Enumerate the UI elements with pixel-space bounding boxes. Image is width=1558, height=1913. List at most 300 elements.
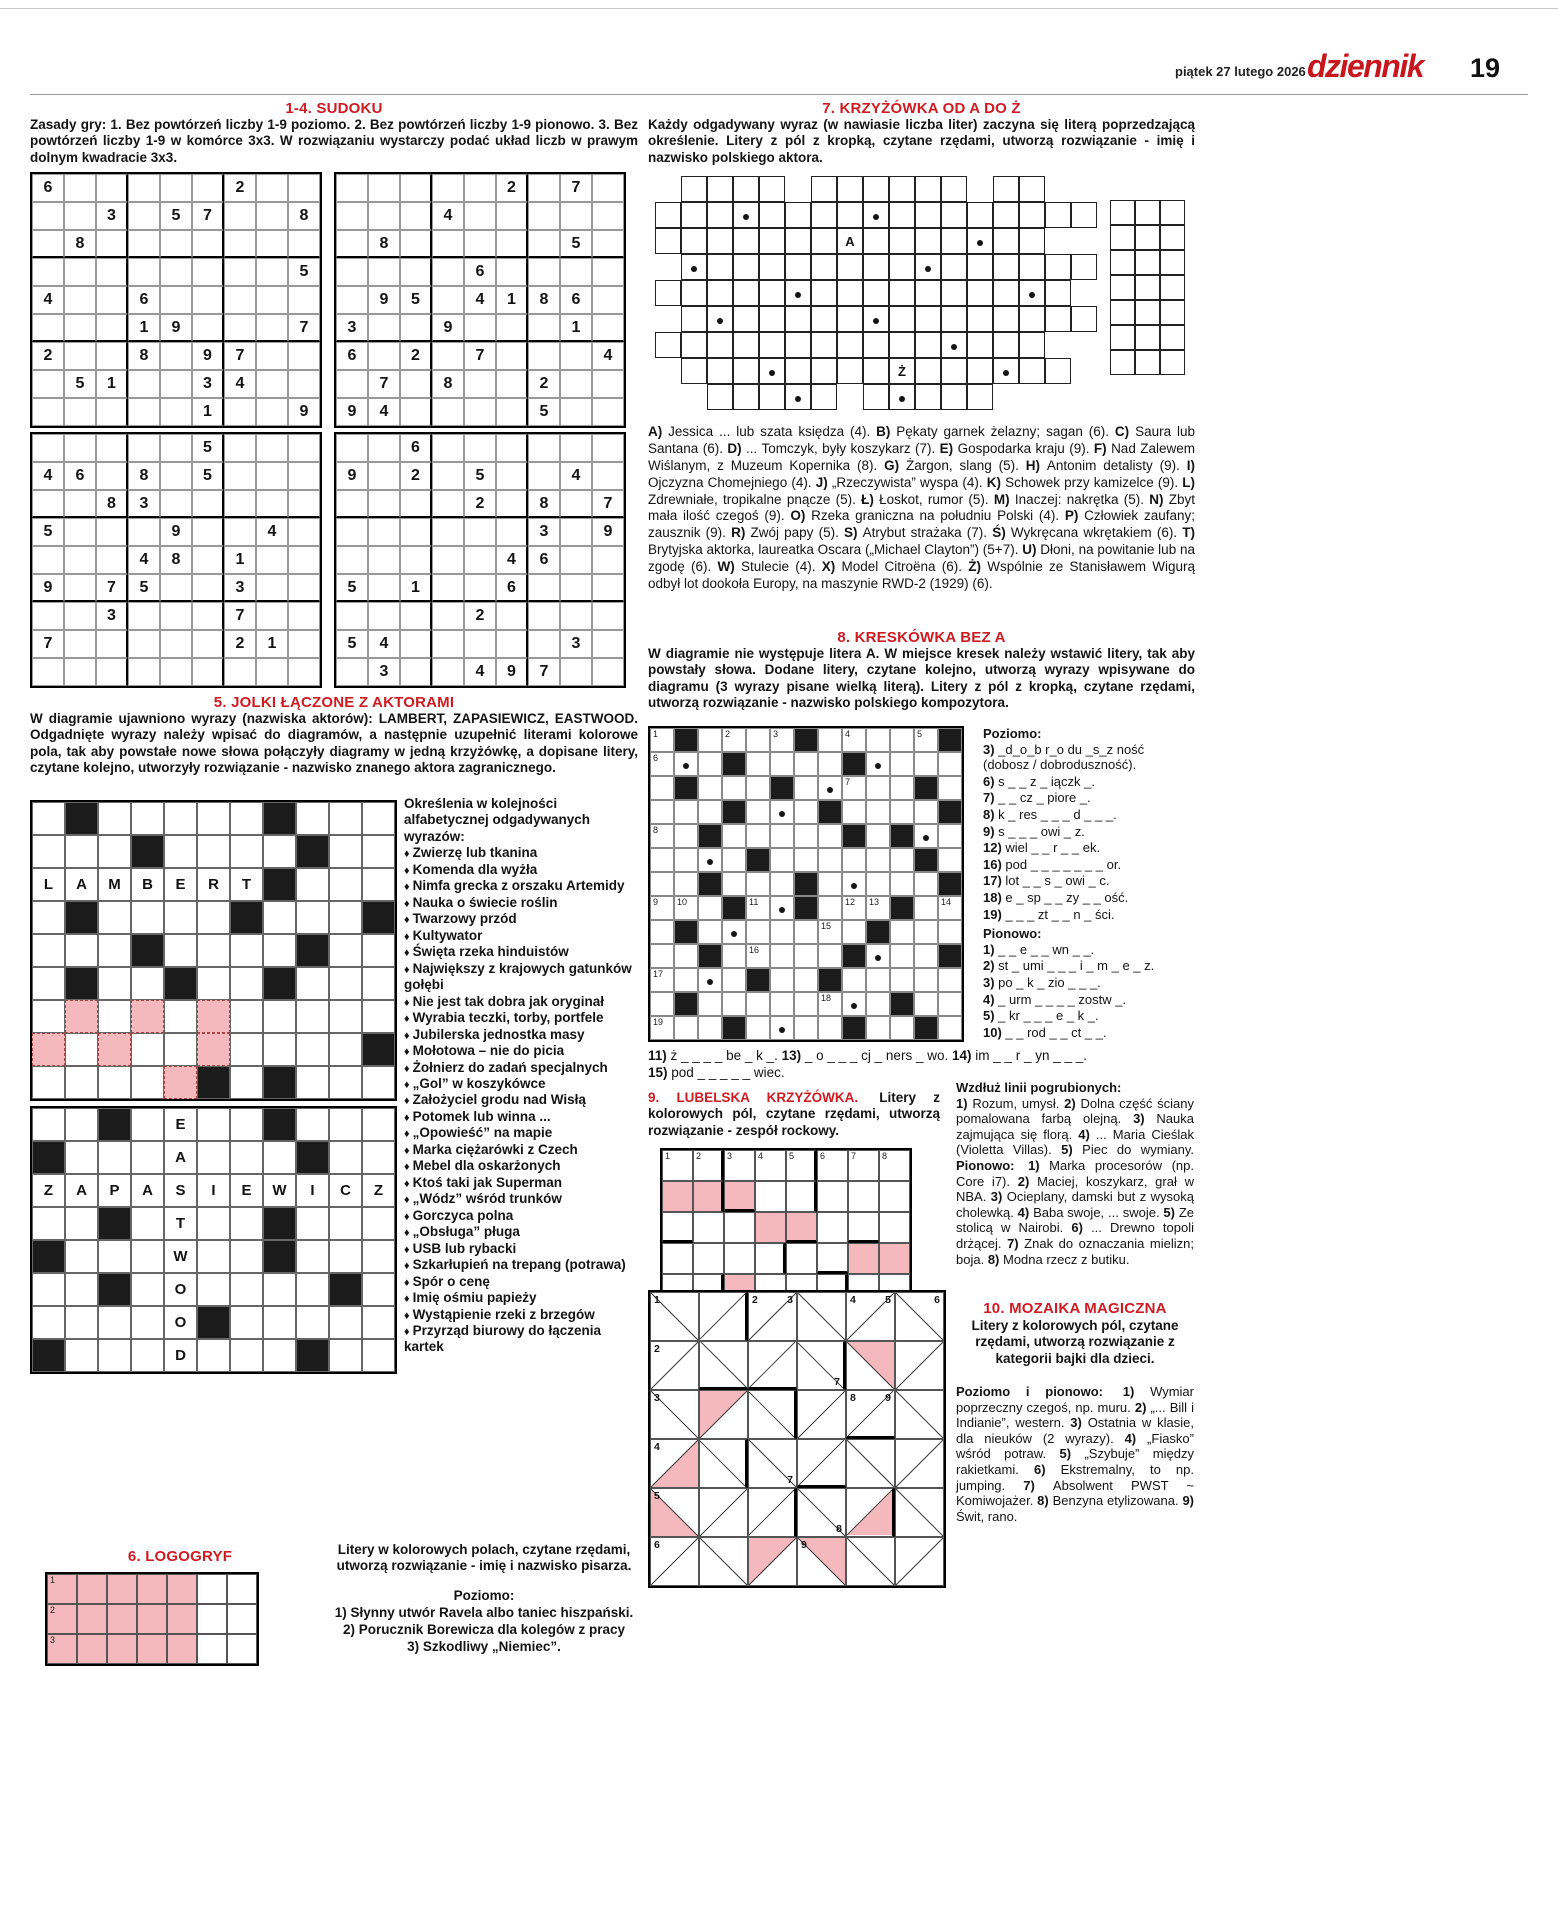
az-cell	[681, 228, 707, 254]
clue-number: N)	[1149, 491, 1169, 507]
jolki-cell	[131, 1207, 164, 1240]
sudoku-cell: 4	[464, 658, 496, 686]
kreskowka-cell	[722, 1016, 746, 1040]
dot-mark	[779, 1027, 785, 1033]
az-cell	[967, 202, 993, 228]
kreskowka-cell	[866, 752, 890, 776]
az-cell	[837, 384, 863, 410]
cell-number: 5	[789, 1151, 795, 1161]
az-cell	[967, 254, 993, 280]
sudoku-cell: 5	[400, 286, 432, 314]
cell-number: 2	[50, 1605, 56, 1615]
sudoku-cell	[160, 658, 192, 686]
az-cell	[811, 332, 837, 358]
jolki-cell	[65, 1108, 98, 1141]
az-cell	[889, 306, 915, 332]
sudoku-cell	[432, 462, 464, 490]
cell-number: 2	[725, 729, 731, 739]
sudoku-cell: 4	[368, 630, 400, 658]
mozaika-cell	[650, 1439, 699, 1488]
kreskowka-cell	[746, 848, 770, 872]
kreskowka-cell	[746, 992, 770, 1016]
az-cell	[915, 280, 941, 306]
mozaika-cell-graphic	[847, 1538, 894, 1585]
sudoku-cell	[528, 462, 560, 490]
jolki-cell	[329, 1273, 362, 1306]
sudoku-cell: 2	[224, 174, 256, 202]
kreskowka-cell	[914, 848, 938, 872]
jolki-cell	[98, 1240, 131, 1273]
clue-text: Rzeka graniczna na południu Polski (4).	[811, 508, 1065, 524]
jolki-cell: A	[131, 1174, 164, 1207]
logogryf-cell	[137, 1574, 167, 1604]
clue-number: 10)	[983, 1024, 1006, 1040]
az-cell	[1071, 228, 1097, 254]
clue-item	[983, 890, 1189, 906]
mozaika-cell	[650, 1390, 699, 1439]
az-cell: A	[837, 228, 863, 254]
sudoku-cell	[32, 398, 64, 426]
diagonal-line	[749, 1490, 794, 1535]
az-cell	[863, 254, 889, 280]
jolki-clue-text: Nie jest tak dobra jak oryginał	[412, 993, 604, 1009]
sudoku-cell	[128, 434, 160, 462]
diagonal-line	[896, 1489, 943, 1536]
kreskowka-cell	[722, 800, 746, 824]
lubelska-cell	[662, 1150, 693, 1181]
sudoku-cell	[528, 258, 560, 286]
jolki-cell: O	[164, 1306, 197, 1339]
clue-number: 3)	[983, 741, 999, 757]
dot-mark	[769, 370, 775, 376]
sudoku-cell	[368, 314, 400, 342]
sudoku-cell	[592, 230, 624, 258]
az-cell	[863, 358, 889, 384]
sudoku-cell	[288, 230, 320, 258]
sudoku-cell: 6	[464, 258, 496, 286]
sudoku-cell	[64, 546, 96, 574]
kreskowka-cell	[770, 968, 794, 992]
clue-text: Ekstremalny, to np. jumping.	[956, 1461, 1194, 1493]
jolki-cell	[164, 901, 197, 934]
jolki-cell	[32, 1000, 65, 1033]
sudoku-cell	[496, 314, 528, 342]
kreskowka-cell	[674, 1016, 698, 1040]
cell-number: 14	[941, 897, 952, 907]
az-cell	[733, 332, 759, 358]
jolki-cell	[32, 934, 65, 967]
diagonal-line	[750, 1342, 795, 1387]
sudoku-cell	[432, 286, 464, 314]
clue-item	[983, 807, 1189, 823]
clue-text: Człowiek zaufany; zausznik (9).	[648, 508, 1195, 541]
az-cell	[759, 176, 785, 202]
diagonal-line	[701, 1342, 746, 1387]
sudoku-cell	[368, 518, 400, 546]
kreskowka-cell	[722, 920, 746, 944]
az-cell	[733, 306, 759, 332]
sudoku-cell	[224, 286, 256, 314]
kreskowka-cell	[674, 992, 698, 1016]
kreskowka-cell	[770, 896, 794, 920]
clue-number: W)	[717, 559, 741, 574]
sudoku-cell	[592, 602, 624, 630]
sudoku-cell: 8	[288, 202, 320, 230]
sudoku-cell	[96, 546, 128, 574]
diagonal-line	[700, 1294, 745, 1339]
clue-number: O)	[790, 508, 812, 524]
diamond-bullet: ♦	[404, 947, 413, 960]
clue-item	[983, 790, 1189, 806]
kreskowka-cell	[746, 776, 770, 800]
clue-text: ż _ _ _ _ be _ k _.	[670, 1048, 782, 1063]
kreskowka-cell	[938, 824, 962, 848]
jolki-clue	[404, 1092, 638, 1108]
sudoku-cell	[400, 370, 432, 398]
jolki-cell	[65, 934, 98, 967]
az-cell	[1019, 254, 1045, 280]
kreskowka-cell	[914, 992, 938, 1016]
jolki-cell	[362, 1339, 395, 1372]
kreskowka-intro: W diagramie nie występuje litera A. W miejsce kresek należy wstawić litery, tak aby powstały słowa. Dodane litery, czytane kolejno, utworzą wyrazy wpisywane do diagramu (3 wyrazy pisane wielką literą). Litery z pól z kropką, czytane rzędami, utworzą rozwiązanie - nazwisko polskiego kompozytora.	[648, 646, 1195, 711]
dot-mark	[691, 266, 697, 272]
clue-number: G)	[884, 457, 907, 473]
sudoku-cell	[432, 174, 464, 202]
lubelska-cell	[786, 1150, 817, 1181]
az-cell	[1071, 254, 1097, 280]
sudoku-cell	[192, 574, 224, 602]
az-cell	[707, 228, 733, 254]
jolki-cell	[329, 967, 362, 1000]
az-cell	[655, 176, 681, 202]
az-cell	[967, 228, 993, 254]
lubelska-cell	[817, 1181, 848, 1212]
kreskowka-cell	[866, 800, 890, 824]
clue-number: Ł)	[861, 491, 880, 507]
jolki-cell	[362, 1207, 395, 1240]
jolki-cell	[197, 1273, 230, 1306]
sudoku-cell: 3	[128, 490, 160, 518]
kreskowka-cell	[698, 848, 722, 872]
kreskowka-cell	[866, 776, 890, 800]
clue-text: Słynny utwór Ravela albo taniec hiszpański.	[350, 1604, 634, 1620]
az-cell	[1071, 384, 1097, 410]
jolki-clues-header: Określenia w kolejności alfabetycznej odgadywanych wyrazów:	[404, 796, 591, 844]
diamond-bullet: ♦	[404, 1227, 413, 1240]
sudoku-cell: 3	[368, 658, 400, 686]
clue-item	[983, 942, 1189, 958]
sudoku-cell	[256, 546, 288, 574]
clue-number: 8)	[1037, 1493, 1053, 1509]
cell-number: 5	[654, 1490, 660, 1502]
sudoku-cell	[528, 574, 560, 602]
sudoku-cell	[64, 574, 96, 602]
sudoku-cell: 8	[96, 490, 128, 518]
sudoku-cell	[256, 314, 288, 342]
kreskowka-cell	[938, 728, 962, 752]
mozaika-cell	[650, 1488, 699, 1537]
diamond-bullet: ♦	[404, 1013, 413, 1026]
jolki-cell	[296, 1273, 329, 1306]
az-cell	[1019, 306, 1045, 332]
az-cell	[941, 228, 967, 254]
jolki-clue	[404, 1027, 638, 1043]
clue-number: 9)	[1182, 1493, 1195, 1509]
cell-number: 9	[653, 897, 659, 907]
answer-cell	[1135, 225, 1160, 250]
sudoku-cell	[464, 434, 496, 462]
mozaika-cell	[650, 1341, 699, 1390]
diagonal-line	[896, 1538, 943, 1585]
kreskowka-cell	[722, 752, 746, 776]
sudoku-cell: 5	[560, 230, 592, 258]
jolki-cell	[197, 1033, 230, 1066]
az-cell	[1045, 306, 1071, 332]
clue-number: H)	[1025, 457, 1047, 473]
kreskowka-cell	[794, 1016, 818, 1040]
az-cell	[941, 280, 967, 306]
sudoku-cell	[160, 462, 192, 490]
jolki-cell	[131, 1306, 164, 1339]
sudoku-cell	[96, 398, 128, 426]
clue-number: J)	[815, 474, 832, 490]
sudoku-cell	[256, 342, 288, 370]
jolki-clues-list	[404, 845, 638, 1356]
jolki-cell	[329, 802, 362, 835]
az-cell	[1071, 332, 1097, 358]
kreskowka-cell	[722, 776, 746, 800]
answer-cell	[1160, 225, 1185, 250]
cell-number: 15	[821, 921, 832, 931]
jolki-cell	[230, 1066, 263, 1099]
answer-cell	[1110, 275, 1135, 300]
jolki-cell	[197, 1339, 230, 1372]
sudoku-cell	[496, 490, 528, 518]
sudoku-cell: 6	[496, 574, 528, 602]
sudoku-cell	[432, 230, 464, 258]
jolki-clue	[404, 1274, 638, 1290]
jolki-cell	[32, 1306, 65, 1339]
sudoku-cell: 3	[560, 630, 592, 658]
sudoku-cell	[96, 258, 128, 286]
kreskowka-cell	[890, 992, 914, 1016]
logogryf-cell	[107, 1574, 137, 1604]
kreskowka-cell	[938, 1016, 962, 1040]
logogryf-text-block	[330, 1542, 638, 1656]
sudoku-cell	[432, 518, 464, 546]
sudoku-cell	[368, 602, 400, 630]
jolki-cell	[230, 1240, 263, 1273]
clue-item	[983, 992, 1189, 1008]
clue-text: pod _ _ _ _ _ _ _ or.	[1005, 856, 1122, 872]
jolki-cell	[362, 835, 395, 868]
mozaika-cell	[846, 1488, 895, 1537]
sudoku-cell	[464, 314, 496, 342]
diamond-bullet: ♦	[404, 1293, 413, 1306]
kreskowka-cell	[842, 968, 866, 992]
jolki-cell	[164, 1066, 197, 1099]
mozaika-cell	[797, 1439, 846, 1488]
sudoku-cell	[560, 398, 592, 426]
jolki-clue	[404, 1060, 638, 1076]
sudoku-cell	[464, 174, 496, 202]
sudoku-cell	[464, 518, 496, 546]
sudoku-cell	[528, 230, 560, 258]
clue-text: ... Drewno topoli drżącej.	[956, 1220, 1195, 1251]
jolki-cell	[230, 1306, 263, 1339]
jolki-cell	[131, 901, 164, 934]
dot-mark	[717, 318, 723, 324]
kreskowka-cell	[866, 848, 890, 872]
kreskowka-cell	[746, 944, 770, 968]
jolki-cell	[263, 1240, 296, 1273]
dot-mark	[707, 979, 713, 985]
answer-cell	[1110, 225, 1135, 250]
sudoku-cell: 5	[128, 574, 160, 602]
az-cell	[759, 332, 785, 358]
az-cell	[1071, 176, 1097, 202]
jolki-cell	[131, 1339, 164, 1372]
jolki-cell: E	[230, 1174, 263, 1207]
az-cell	[1045, 176, 1071, 202]
clue-number: 15)	[648, 1064, 672, 1080]
dot-mark	[743, 214, 749, 220]
sudoku-cell: 7	[32, 630, 64, 658]
dot-mark	[779, 907, 785, 913]
kreskowka-cell	[722, 848, 746, 872]
jolki-cell	[197, 901, 230, 934]
kreskowka-cell	[722, 896, 746, 920]
jolki-clue	[404, 911, 638, 927]
kreskowka-cell	[914, 776, 938, 800]
sudoku-cell	[288, 286, 320, 314]
logogryf-clue	[330, 1605, 638, 1622]
sudoku-cell	[368, 462, 400, 490]
sudoku-cell: 1	[256, 630, 288, 658]
jolki-clue	[404, 1307, 638, 1323]
sudoku-cell	[128, 174, 160, 202]
clue-text: Szkodliwy „Niemiec”.	[422, 1638, 561, 1654]
clue-text: Antonim detalisty (9).	[1046, 457, 1187, 473]
sudoku-cell: 7	[592, 490, 624, 518]
az-cell	[759, 306, 785, 332]
dot-mark	[851, 1003, 857, 1009]
sudoku-cell: 2	[32, 342, 64, 370]
jolki-cell	[230, 1141, 263, 1174]
sudoku-cell	[592, 370, 624, 398]
clue-number: 5)	[1061, 1142, 1083, 1158]
jolki-cell	[263, 868, 296, 901]
mozaika-cell-graphic	[798, 1391, 845, 1438]
cell-number: 19	[653, 1017, 664, 1027]
sudoku-cell	[192, 230, 224, 258]
kreskowka-cell	[914, 728, 938, 752]
clue-text: Łoskot, rumor (5).	[879, 491, 994, 507]
sudoku-grid-3	[30, 432, 322, 688]
sudoku-cell: 6	[32, 174, 64, 202]
kreskowka-cell	[650, 968, 674, 992]
clue-text: _ _ cz _ piore _.	[998, 790, 1091, 806]
sudoku-cell	[256, 434, 288, 462]
sudoku-cell	[256, 174, 288, 202]
sudoku-cell	[288, 658, 320, 686]
kreskowka-cell	[698, 872, 722, 896]
top-rule	[0, 8, 1558, 9]
diagonal-line	[847, 1440, 894, 1487]
mozaika-cell	[650, 1292, 699, 1341]
sudoku-cell	[336, 546, 368, 574]
clue-text: _ o _ _ _ cj _ ners _ wo.	[804, 1048, 952, 1063]
az-cell	[993, 254, 1019, 280]
jolki-cell	[32, 967, 65, 1000]
kreskowka-cell	[674, 920, 698, 944]
sudoku-cell: 5	[528, 398, 560, 426]
jolki-clue-text: „Wódz” wśród trunków	[412, 1191, 562, 1207]
mozaika-cell-graphic	[700, 1342, 747, 1387]
clue-number: 6)	[1071, 1220, 1092, 1236]
jolki-cell: M	[98, 868, 131, 901]
jolki-clue-text: Kultywator	[412, 927, 483, 943]
kreskowka-cell	[746, 920, 770, 944]
lubelska-clues	[956, 1080, 1194, 1267]
mozaika-cell	[699, 1341, 748, 1390]
header-rule	[30, 94, 1528, 95]
answer-cell	[1135, 300, 1160, 325]
clue-text: Dłoni, na powitanie lub na zgodę (6).	[648, 542, 1195, 574]
az-cell	[863, 332, 889, 358]
sudoku-cell	[128, 658, 160, 686]
kreskowka-cell	[698, 800, 722, 824]
sudoku-cell	[432, 546, 464, 574]
clue-item	[983, 975, 1189, 991]
sudoku-cell: 4	[224, 370, 256, 398]
sudoku-cell	[464, 546, 496, 574]
kreskowka-cell	[794, 896, 818, 920]
sudoku-cell	[256, 258, 288, 286]
dot-mark	[899, 396, 905, 402]
sudoku-cell: 3	[96, 602, 128, 630]
jolki-clue-text: Zwierzę lub tkanina	[412, 845, 538, 861]
kreskowka-cell	[698, 896, 722, 920]
sudoku-cell	[160, 574, 192, 602]
az-cell	[681, 176, 707, 202]
kreskowka-cell	[650, 752, 674, 776]
az-cell	[863, 228, 889, 254]
mozaika-cell	[797, 1488, 846, 1537]
clue-item	[983, 742, 1189, 773]
sudoku-cell	[336, 258, 368, 286]
dot-mark	[827, 787, 833, 793]
sudoku-cell	[256, 602, 288, 630]
diamond-bullet: ♦	[404, 848, 413, 861]
jolki-cell	[296, 967, 329, 1000]
az-cell	[707, 202, 733, 228]
clue-text: Maciej, koszykarz, grał w NBA.	[956, 1173, 1195, 1205]
kreskowka-cell	[722, 944, 746, 968]
az-cell	[863, 202, 889, 228]
cell-number: 9	[885, 1392, 891, 1404]
kreskowka-cell	[914, 800, 938, 824]
kreskowka-cell	[866, 1016, 890, 1040]
sudoku-cell	[288, 490, 320, 518]
sudoku-cell: 2	[496, 174, 528, 202]
jolki-clue	[404, 878, 638, 894]
az-cell	[733, 228, 759, 254]
kreskowka-cell	[794, 872, 818, 896]
clue-number: C)	[1114, 424, 1136, 439]
az-cell	[941, 254, 967, 280]
clue-text: s _ _ z _ iączk _.	[998, 773, 1095, 789]
